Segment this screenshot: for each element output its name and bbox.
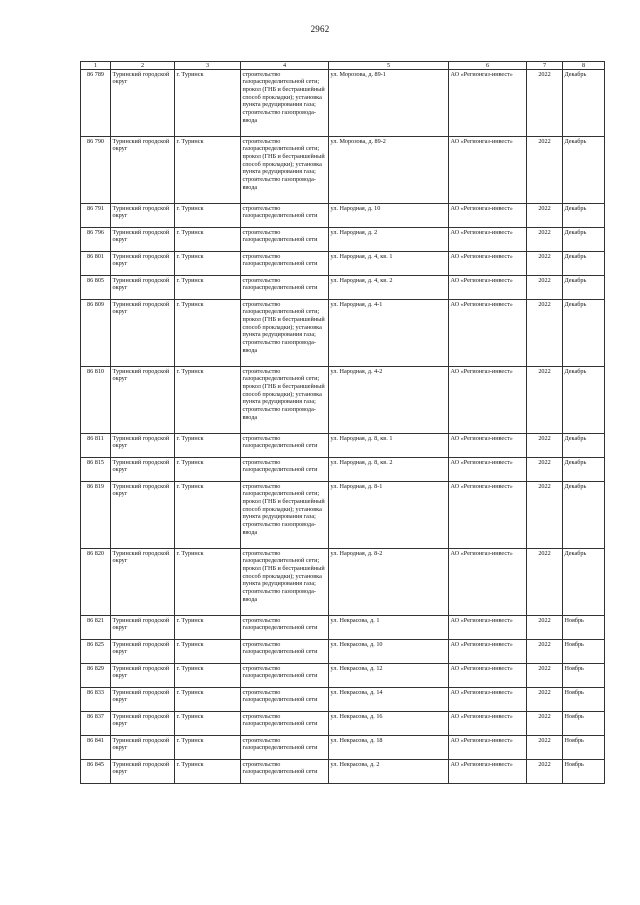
organization-cell: АО «Регионгаз-инвест» — [449, 70, 527, 137]
work-type-cell: строительство газораспределительной сети — [241, 434, 329, 458]
organization-cell: АО «Регионгаз-инвест» — [449, 760, 527, 784]
locality-cell: г. Туринск — [175, 458, 241, 482]
month-cell: Декабрь — [563, 549, 605, 616]
municipality-cell: Туринский городской округ — [111, 252, 175, 276]
year-cell: 2022 — [527, 300, 563, 367]
table-row — [81, 252, 605, 276]
table-row — [81, 482, 605, 549]
month-cell: Декабрь — [563, 228, 605, 252]
organization-cell: АО «Регионгаз-инвест» — [449, 712, 527, 736]
month-cell: Ноябрь — [563, 760, 605, 784]
locality-cell: г. Туринск — [175, 760, 241, 784]
table-row — [81, 736, 605, 760]
locality-cell: г. Туринск — [175, 640, 241, 664]
year-cell: 2022 — [527, 712, 563, 736]
address-cell: ул. Некрасова, д. 10 — [329, 640, 449, 664]
locality-cell: г. Туринск — [175, 664, 241, 688]
organization-cell: АО «Регионгаз-инвест» — [449, 137, 527, 204]
table-row — [81, 228, 605, 252]
organization-cell: АО «Регионгаз-инвест» — [449, 276, 527, 300]
row-number: 86 820 — [81, 549, 111, 616]
month-cell: Ноябрь — [563, 736, 605, 760]
column-number: 6 — [449, 62, 527, 70]
column-number: 5 — [329, 62, 449, 70]
row-number: 86 841 — [81, 736, 111, 760]
municipality-cell: Туринский городской округ — [111, 616, 175, 640]
column-number: 1 — [81, 62, 111, 70]
locality-cell: г. Туринск — [175, 434, 241, 458]
organization-cell: АО «Регионгаз-инвест» — [449, 616, 527, 640]
municipality-cell: Туринский городской округ — [111, 688, 175, 712]
organization-cell: АО «Регионгаз-инвест» — [449, 228, 527, 252]
row-number: 86 811 — [81, 434, 111, 458]
address-cell: ул. Некрасова, д. 2 — [329, 760, 449, 784]
municipality-cell: Туринский городской округ — [111, 482, 175, 549]
table-row — [81, 712, 605, 736]
table-row — [81, 137, 605, 204]
month-cell: Ноябрь — [563, 664, 605, 688]
month-cell: Декабрь — [563, 300, 605, 367]
year-cell: 2022 — [527, 276, 563, 300]
work-type-cell: строительство газораспределительной сети; прокол (ГНБ и бестраншейный способ прокладки); установка пункта редуцирования газа; строительство газопровода-ввода — [241, 137, 329, 204]
column-number: 3 — [175, 62, 241, 70]
organization-cell: АО «Регионгаз-инвест» — [449, 300, 527, 367]
row-number: 86 825 — [81, 640, 111, 664]
month-cell: Декабрь — [563, 137, 605, 204]
address-cell: ул. Народная, д. 8-2 — [329, 549, 449, 616]
row-number: 86 790 — [81, 137, 111, 204]
work-type-cell: строительство газораспределительной сети — [241, 712, 329, 736]
gasification-schedule-table — [80, 61, 605, 784]
table-row — [81, 300, 605, 367]
year-cell: 2022 — [527, 688, 563, 712]
row-number: 86 789 — [81, 70, 111, 137]
municipality-cell: Туринский городской округ — [111, 228, 175, 252]
address-cell: ул. Морозова, д. 89-2 — [329, 137, 449, 204]
organization-cell: АО «Регионгаз-инвест» — [449, 204, 527, 228]
year-cell: 2022 — [527, 482, 563, 549]
address-cell: ул. Народная, д. 4-2 — [329, 367, 449, 434]
table-body — [81, 62, 605, 784]
table-row — [81, 70, 605, 137]
month-cell: Декабрь — [563, 204, 605, 228]
work-type-cell: строительство газораспределительной сети; прокол (ГНБ и бестраншейный способ прокладки); установка пункта редуцирования газа; строительство газопровода-ввода — [241, 549, 329, 616]
organization-cell: АО «Регионгаз-инвест» — [449, 252, 527, 276]
month-cell: Декабрь — [563, 367, 605, 434]
address-cell: ул. Народная, д. 4, кв. 2 — [329, 276, 449, 300]
municipality-cell: Туринский городской округ — [111, 736, 175, 760]
address-cell: ул. Некрасова, д. 14 — [329, 688, 449, 712]
work-type-cell: строительство газораспределительной сети; прокол (ГНБ и бестраншейный способ прокладки); установка пункта редуцирования газа; строительство газопровода-ввода — [241, 300, 329, 367]
year-cell: 2022 — [527, 137, 563, 204]
address-cell: ул. Народная, д. 10 — [329, 204, 449, 228]
work-type-cell: строительство газораспределительной сети — [241, 664, 329, 688]
row-number: 86 845 — [81, 760, 111, 784]
organization-cell: АО «Регионгаз-инвест» — [449, 640, 527, 664]
row-number: 86 821 — [81, 616, 111, 640]
municipality-cell: Туринский городской округ — [111, 137, 175, 204]
municipality-cell: Туринский городской округ — [111, 434, 175, 458]
page-number: 2962 — [310, 24, 330, 34]
organization-cell: АО «Регионгаз-инвест» — [449, 549, 527, 616]
municipality-cell: Туринский городской округ — [111, 712, 175, 736]
row-number: 86 837 — [81, 712, 111, 736]
row-number: 86 796 — [81, 228, 111, 252]
year-cell: 2022 — [527, 458, 563, 482]
month-cell: Декабрь — [563, 276, 605, 300]
municipality-cell: Туринский городской округ — [111, 664, 175, 688]
address-cell: ул. Народная, д. 8-1 — [329, 482, 449, 549]
column-number: 8 — [563, 62, 605, 70]
locality-cell: г. Туринск — [175, 252, 241, 276]
municipality-cell: Туринский городской округ — [111, 549, 175, 616]
month-cell: Декабрь — [563, 252, 605, 276]
address-cell: ул. Некрасова, д. 12 — [329, 664, 449, 688]
work-type-cell: строительство газораспределительной сети — [241, 204, 329, 228]
table-row — [81, 688, 605, 712]
address-cell: ул. Народная, д. 4, кв. 1 — [329, 252, 449, 276]
row-number: 86 809 — [81, 300, 111, 367]
year-cell: 2022 — [527, 204, 563, 228]
year-cell: 2022 — [527, 434, 563, 458]
row-number: 86 829 — [81, 664, 111, 688]
locality-cell: г. Туринск — [175, 712, 241, 736]
address-cell: ул. Народная, д. 8, кв. 1 — [329, 434, 449, 458]
address-cell: ул. Народная, д. 8, кв. 2 — [329, 458, 449, 482]
row-number: 86 815 — [81, 458, 111, 482]
address-cell: ул. Народная, д. 2 — [329, 228, 449, 252]
municipality-cell: Туринский городской округ — [111, 276, 175, 300]
work-type-cell: строительство газораспределительной сети; прокол (ГНБ и бестраншейный способ прокладки); установка пункта редуцирования газа; строительство газопровода-ввода — [241, 367, 329, 434]
year-cell: 2022 — [527, 252, 563, 276]
municipality-cell: Туринский городской округ — [111, 760, 175, 784]
work-type-cell: строительство газораспределительной сети — [241, 228, 329, 252]
table-row — [81, 458, 605, 482]
table-row — [81, 276, 605, 300]
locality-cell: г. Туринск — [175, 300, 241, 367]
locality-cell: г. Туринск — [175, 204, 241, 228]
table-row — [81, 367, 605, 434]
month-cell: Ноябрь — [563, 712, 605, 736]
municipality-cell: Туринский городской округ — [111, 204, 175, 228]
year-cell: 2022 — [527, 760, 563, 784]
year-cell: 2022 — [527, 640, 563, 664]
year-cell: 2022 — [527, 367, 563, 434]
locality-cell: г. Туринск — [175, 228, 241, 252]
work-type-cell: строительство газораспределительной сети — [241, 640, 329, 664]
month-cell: Декабрь — [563, 482, 605, 549]
address-cell: ул. Морозова, д. 89-1 — [329, 70, 449, 137]
locality-cell: г. Туринск — [175, 367, 241, 434]
year-cell: 2022 — [527, 70, 563, 137]
municipality-cell: Туринский городской округ — [111, 367, 175, 434]
month-cell: Декабрь — [563, 458, 605, 482]
address-cell: ул. Народная, д. 4-1 — [329, 300, 449, 367]
row-number: 86 805 — [81, 276, 111, 300]
address-cell: ул. Некрасова, д. 18 — [329, 736, 449, 760]
table-row — [81, 664, 605, 688]
month-cell: Декабрь — [563, 434, 605, 458]
organization-cell: АО «Регионгаз-инвест» — [449, 664, 527, 688]
organization-cell: АО «Регионгаз-инвест» — [449, 688, 527, 712]
locality-cell: г. Туринск — [175, 137, 241, 204]
table-row — [81, 549, 605, 616]
work-type-cell: строительство газораспределительной сети — [241, 276, 329, 300]
locality-cell: г. Туринск — [175, 688, 241, 712]
column-number-row — [81, 62, 605, 70]
organization-cell: АО «Регионгаз-инвест» — [449, 367, 527, 434]
month-cell: Ноябрь — [563, 616, 605, 640]
row-number: 86 801 — [81, 252, 111, 276]
locality-cell: г. Туринск — [175, 736, 241, 760]
locality-cell: г. Туринск — [175, 616, 241, 640]
work-type-cell: строительство газораспределительной сети — [241, 616, 329, 640]
organization-cell: АО «Регионгаз-инвест» — [449, 482, 527, 549]
address-cell: ул. Некрасова, д. 16 — [329, 712, 449, 736]
row-number: 86 833 — [81, 688, 111, 712]
year-cell: 2022 — [527, 736, 563, 760]
organization-cell: АО «Регионгаз-инвест» — [449, 434, 527, 458]
column-number: 4 — [241, 62, 329, 70]
year-cell: 2022 — [527, 549, 563, 616]
row-number: 86 819 — [81, 482, 111, 549]
work-type-cell: строительство газораспределительной сети — [241, 458, 329, 482]
table-row — [81, 640, 605, 664]
work-type-cell: строительство газораспределительной сети — [241, 736, 329, 760]
table-row — [81, 760, 605, 784]
locality-cell: г. Туринск — [175, 276, 241, 300]
work-type-cell: строительство газораспределительной сети — [241, 760, 329, 784]
table-row — [81, 434, 605, 458]
year-cell: 2022 — [527, 616, 563, 640]
column-number: 7 — [527, 62, 563, 70]
work-type-cell: строительство газораспределительной сети — [241, 688, 329, 712]
organization-cell: АО «Регионгаз-инвест» — [449, 736, 527, 760]
work-type-cell: строительство газораспределительной сети — [241, 252, 329, 276]
year-cell: 2022 — [527, 228, 563, 252]
month-cell: Ноябрь — [563, 640, 605, 664]
column-number: 2 — [111, 62, 175, 70]
locality-cell: г. Туринск — [175, 549, 241, 616]
month-cell: Ноябрь — [563, 688, 605, 712]
work-type-cell: строительство газораспределительной сети; прокол (ГНБ и бестраншейный способ прокладки); установка пункта редуцирования газа; строительство газопровода-ввода — [241, 482, 329, 549]
municipality-cell: Туринский городской округ — [111, 458, 175, 482]
address-cell: ул. Некрасова, д. 1 — [329, 616, 449, 640]
row-number: 86 810 — [81, 367, 111, 434]
table-row — [81, 204, 605, 228]
locality-cell: г. Туринск — [175, 482, 241, 549]
work-type-cell: строительство газораспределительной сети; прокол (ГНБ и бестраншейный способ прокладки); установка пункта редуцирования газа; строительство газопровода-ввода — [241, 70, 329, 137]
row-number: 86 791 — [81, 204, 111, 228]
municipality-cell: Туринский городской округ — [111, 300, 175, 367]
month-cell: Декабрь — [563, 70, 605, 137]
year-cell: 2022 — [527, 664, 563, 688]
locality-cell: г. Туринск — [175, 70, 241, 137]
table-row — [81, 616, 605, 640]
municipality-cell: Туринский городской округ — [111, 70, 175, 137]
organization-cell: АО «Регионгаз-инвест» — [449, 458, 527, 482]
municipality-cell: Туринский городской округ — [111, 640, 175, 664]
